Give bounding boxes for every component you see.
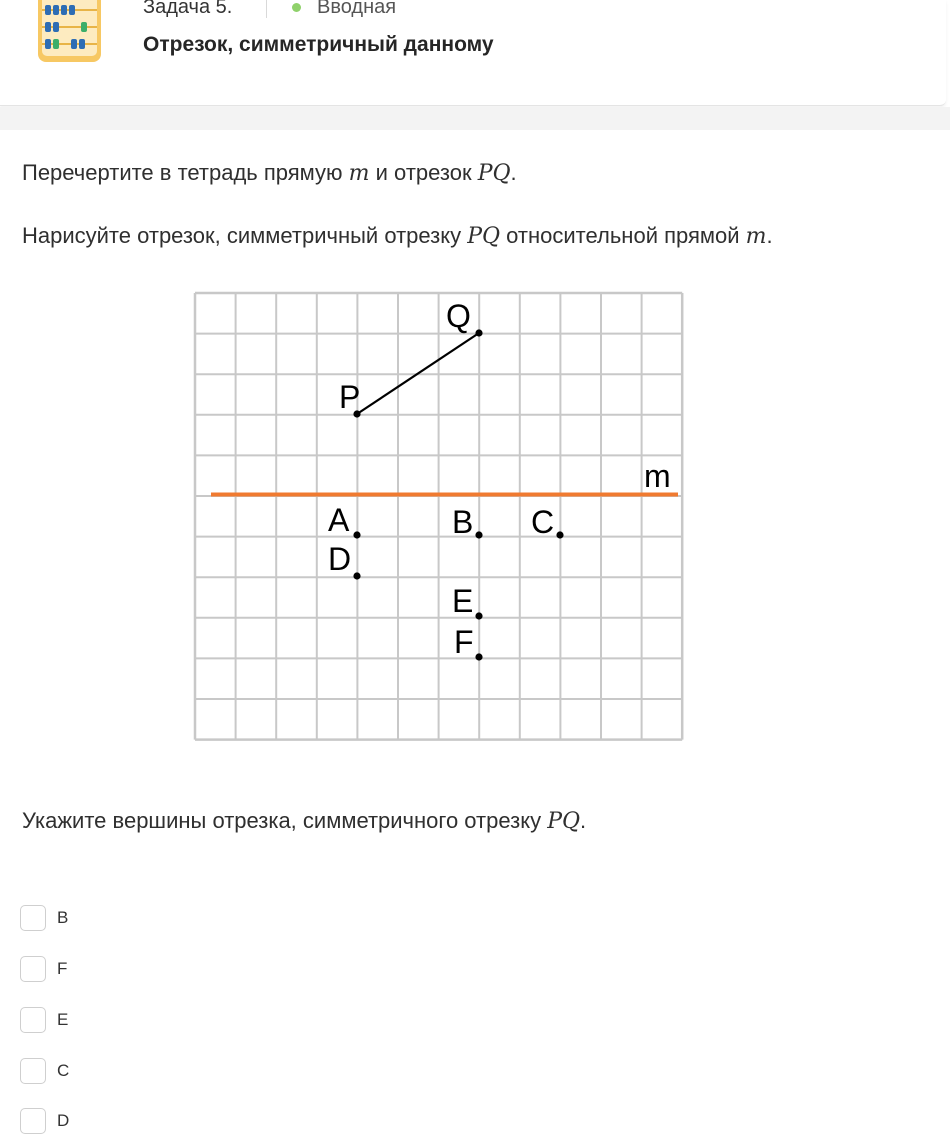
option-label: D	[57, 1111, 70, 1130]
line-m-label: m	[644, 458, 671, 494]
checkbox[interactable]	[20, 1108, 46, 1134]
point-p-label: P	[339, 379, 361, 415]
difficulty-label: Вводная	[317, 0, 397, 18]
point-c-label: C	[531, 504, 555, 540]
point-q-label: Q	[446, 298, 471, 334]
point-e	[475, 612, 482, 619]
difficulty-badge	[292, 0, 396, 19]
instruction-2: Нарисуйте отрезок, симметричный отрезку PQ относительной прямой m.	[22, 223, 773, 249]
option-label: C	[57, 1061, 70, 1080]
point-a	[353, 531, 360, 538]
point-a-label: A	[328, 502, 350, 538]
checkbox[interactable]	[20, 905, 46, 931]
header-divider	[266, 0, 267, 18]
task-number: Задача 5.	[143, 0, 233, 18]
abacus-icon	[37, 0, 102, 64]
checkbox[interactable]	[20, 956, 46, 982]
point-f	[475, 653, 482, 660]
point-b	[475, 531, 482, 538]
point-e-label: E	[452, 583, 474, 619]
section-divider-band	[0, 107, 950, 130]
checkbox[interactable]	[20, 1058, 46, 1084]
option-f[interactable]	[20, 956, 67, 982]
option-b[interactable]	[20, 905, 68, 931]
level-dot-icon	[292, 3, 301, 12]
instruction-1: Перечертите в тетрадь прямую m и отрезок PQ.	[22, 160, 517, 186]
question-text: Укажите вершины отрезка, симметричного отрезку PQ.	[22, 808, 587, 834]
point-d	[353, 572, 360, 579]
checkbox[interactable]	[20, 1007, 46, 1033]
task-title: Отрезок, симметричный данному	[143, 33, 494, 56]
point-f-label: F	[454, 624, 474, 660]
option-c[interactable]	[20, 1058, 69, 1084]
grid-figure	[190, 288, 690, 744]
option-label: B	[57, 908, 69, 927]
task-header	[0, 0, 946, 106]
option-e[interactable]	[20, 1007, 68, 1033]
point-q	[475, 329, 482, 336]
option-d[interactable]	[20, 1108, 69, 1134]
option-label: E	[57, 1010, 69, 1029]
option-label: F	[57, 959, 68, 978]
point-d-label: D	[328, 541, 352, 577]
point-b-label: B	[452, 504, 474, 540]
point-c	[556, 531, 563, 538]
